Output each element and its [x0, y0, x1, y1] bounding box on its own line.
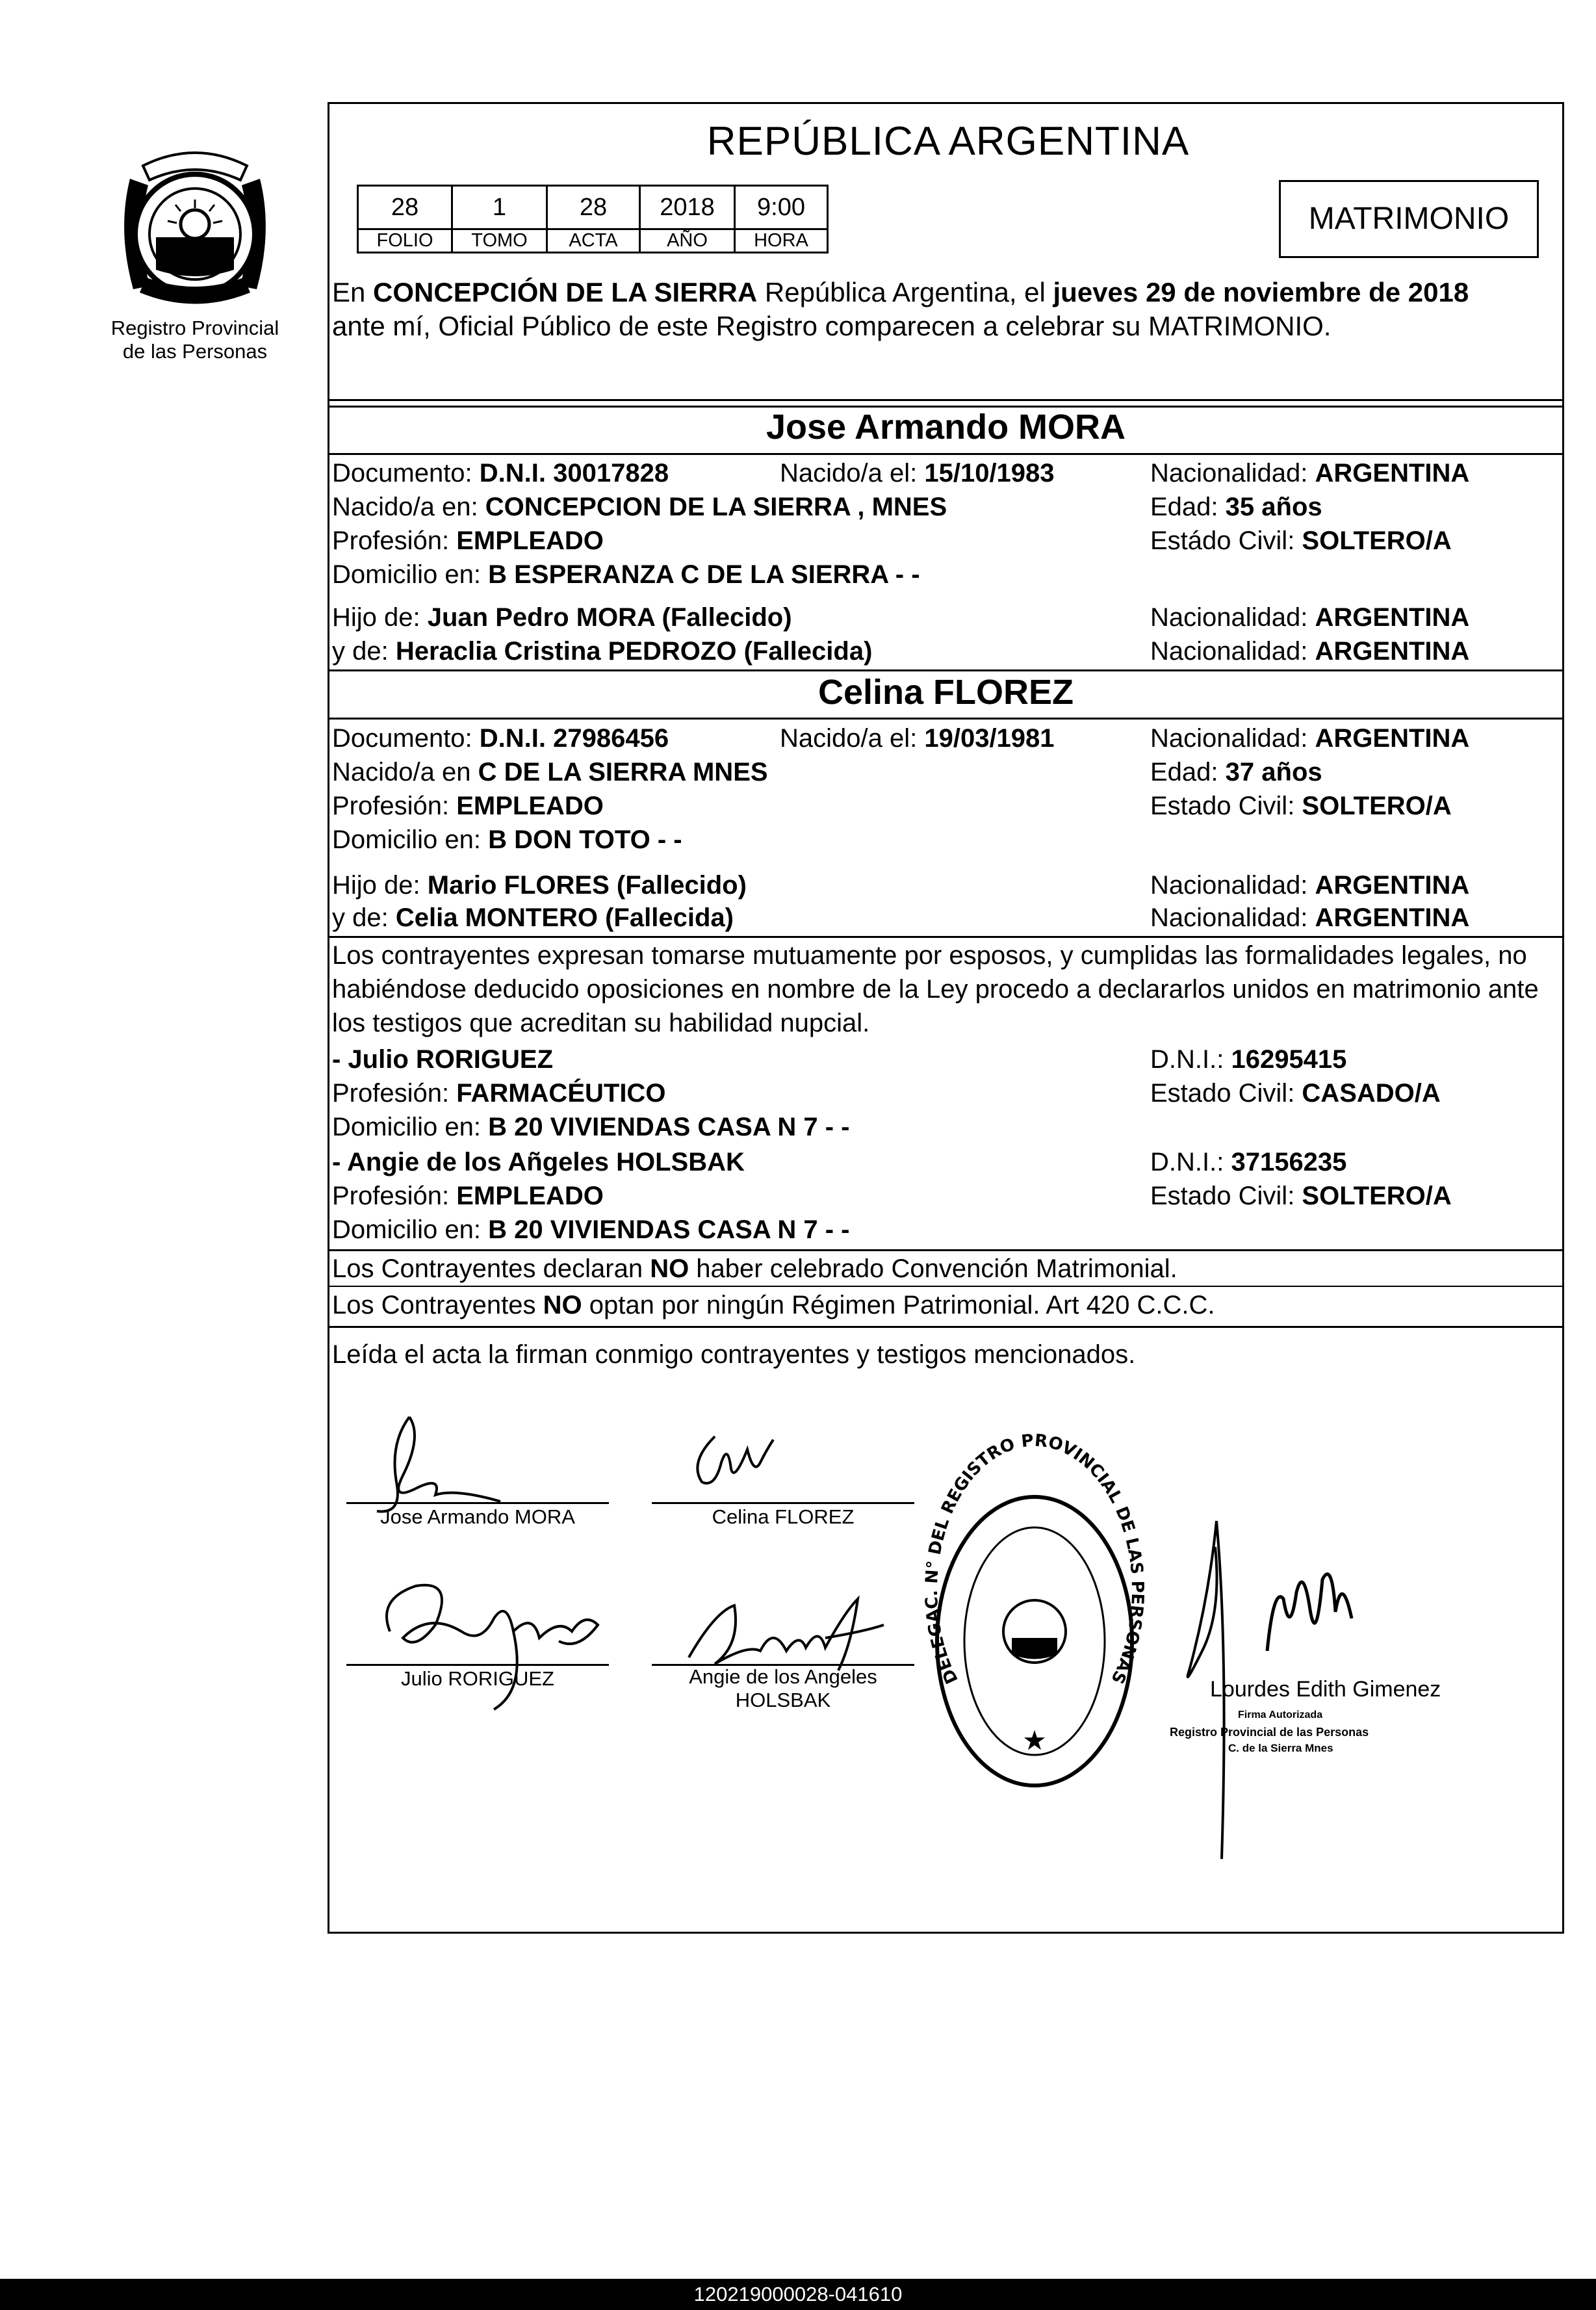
spouse2-birthdate: Nacido/a el: 19/03/1981: [780, 724, 1055, 753]
intro-line-1: En CONCEPCIÓN DE LA SIERRA República Argentina, el jueves 29 de noviembre de 2018: [332, 277, 1469, 307]
signature-line: [346, 1502, 609, 1504]
witness2-civil-status: Estado Civil: SOLTERO/A: [1150, 1182, 1452, 1210]
folio-value: 28: [358, 186, 452, 229]
province-emblem-icon: [104, 140, 286, 322]
spouse2-address: Domicilio en: B DON TOTO - -: [332, 825, 682, 854]
spouse1-profession: Profesión: EMPLEADO: [332, 526, 604, 555]
officer-name: Lourdes Edith Gimenez: [1210, 1677, 1441, 1702]
registry-name: Registro Provincial de las Personas: [110, 317, 279, 363]
document-type-box: MATRIMONIO: [1279, 180, 1539, 258]
signature-line: [346, 1664, 609, 1666]
signature-3-icon: [364, 1560, 624, 1722]
spouse2-father-nationality: Nacionalidad: ARGENTINA: [1150, 871, 1470, 900]
divider: [328, 936, 1564, 938]
spouse1-age: Edad: 35 años: [1150, 493, 1322, 521]
spouse2-name: Celina FLOREZ: [817, 673, 1074, 712]
witness1-address: Domicilio en: B 20 VIVIENDAS CASA N 7 - -: [332, 1113, 850, 1141]
signature-4-caption: Angie de los Angeles HOLSBAK: [689, 1665, 877, 1711]
witness1-name: - Julio RORIGUEZ: [332, 1045, 553, 1074]
declaration-line-3: los testigos que acreditan su habilidad nupcial.: [332, 1009, 870, 1037]
divider: [328, 1326, 1564, 1328]
svg-text:★: ★: [1022, 1725, 1047, 1756]
signature-2-icon: [676, 1423, 793, 1495]
reference-table: [357, 185, 829, 253]
spouse2-document: Documento: D.N.I. 27986456: [332, 724, 669, 753]
convention-line-2: Los Contrayentes NO optan por ningún Régimen Patrimonial. Art 420 C.C.C.: [332, 1291, 1215, 1319]
hora-label: HORA: [735, 229, 828, 253]
spouse2-mother: y de: Celia MONTERO (Fallecida): [332, 903, 734, 932]
seal-text: DELEGAC. N° DEL REGISTRO PROVINCIAL DE LAS PERSONAS: [921, 1431, 1148, 1687]
divider: [328, 399, 1564, 401]
spouse1-civil-status: Estádo Civil: SOLTERO/A: [1150, 526, 1452, 555]
declaration-line-2: habiéndose deducido oposiciones en nombre de la Ley procedo a declararlos unidos en matrimonio ante: [332, 975, 1539, 1004]
spouse2-age: Edad: 37 años: [1150, 758, 1322, 786]
spouse2-profession: Profesión: EMPLEADO: [332, 792, 604, 820]
anio-value: 2018: [640, 186, 735, 229]
hora-value: 9:00: [735, 186, 828, 229]
acta-value: 28: [547, 186, 640, 229]
spouse1-document: Documento: D.N.I. 30017828: [332, 459, 669, 487]
divider: [328, 669, 1564, 671]
anio-label: AÑO: [640, 229, 735, 253]
divider: [328, 1249, 1564, 1251]
acta-label: ACTA: [547, 229, 640, 253]
spouse1-birthdate: Nacido/a el: 15/10/1983: [780, 459, 1055, 487]
witness1-civil-status: Estado Civil: CASADO/A: [1150, 1079, 1441, 1108]
spouse2-mother-nationality: Nacionalidad: ARGENTINA: [1150, 903, 1470, 932]
official-seal-icon: [921, 1431, 1148, 1794]
folio-label: FOLIO: [358, 229, 452, 253]
convention-line-1: Los Contrayentes declaran NO haber celebrado Convención Matrimonial.: [332, 1254, 1178, 1283]
document-code-bar: 120219000028-041610: [0, 2279, 1596, 2310]
divider: [328, 718, 1564, 720]
witness2-profession: Profesión: EMPLEADO: [332, 1182, 604, 1210]
spouse1-name: Jose Armando MORA: [766, 408, 1126, 447]
officer-location: C. de la Sierra Mnes: [1228, 1742, 1333, 1754]
declaration-line-1: Los contrayentes expresan tomarse mutuamente por esposos, y cumplidas las formalidades legales, no: [332, 941, 1527, 970]
signature-line: [652, 1502, 914, 1504]
intro-line-2: ante mí, Oficial Público de este Registro comparecen a celebrar su MATRIMONIO.: [332, 311, 1332, 341]
signature-3-caption: Julio RORIGUEZ: [401, 1667, 554, 1690]
officer-registry: Registro Provincial de las Personas: [1170, 1726, 1369, 1739]
spouse2-birthplace: Nacido/a en C DE LA SIERRA MNES: [332, 758, 768, 786]
signature-1-caption: Jose Armando MORA: [380, 1505, 575, 1528]
divider: [328, 1286, 1564, 1287]
spouse2-nationality: Nacionalidad: ARGENTINA: [1150, 724, 1470, 753]
spouse1-mother-nationality: Nacionalidad: ARGENTINA: [1150, 637, 1470, 666]
closing-text: Leída el acta la firman conmigo contrayentes y testigos mencionados.: [332, 1340, 1136, 1369]
spouse2-civil-status: Estado Civil: SOLTERO/A: [1150, 792, 1452, 820]
document-title: REPÚBLICA ARGENTINA: [706, 119, 1190, 164]
witness2-dni: D.N.I.: 37156235: [1150, 1148, 1347, 1176]
tomo-label: TOMO: [452, 229, 547, 253]
spouse1-father: Hijo de: Juan Pedro MORA (Fallecido): [332, 603, 792, 632]
witness2-address: Domicilio en: B 20 VIVIENDAS CASA N 7 - -: [332, 1215, 850, 1244]
spouse1-father-nationality: Nacionalidad: ARGENTINA: [1150, 603, 1470, 632]
spouse1-nationality: Nacionalidad: ARGENTINA: [1150, 459, 1470, 487]
spouse1-mother: y de: Heraclia Cristina PEDROZO (Fallecida): [332, 637, 873, 666]
signature-2-caption: Celina FLOREZ: [712, 1505, 855, 1528]
spouse1-address: Domicilio en: B ESPERANZA C DE LA SIERRA - -: [332, 560, 920, 589]
spouse1-birthplace: Nacido/a en: CONCEPCION DE LA SIERRA , MNES: [332, 493, 947, 521]
witness1-profession: Profesión: FARMACÉUTICO: [332, 1079, 666, 1108]
tomo-value: 1: [452, 186, 547, 229]
witness2-name: - Angie de los Añgeles HOLSBAK: [332, 1148, 745, 1176]
divider: [328, 453, 1564, 455]
witness1-dni: D.N.I.: 16295415: [1150, 1045, 1347, 1074]
spouse2-father: Hijo de: Mario FLORES (Fallecido): [332, 871, 747, 900]
officer-title: Firma Autorizada: [1238, 1709, 1323, 1720]
